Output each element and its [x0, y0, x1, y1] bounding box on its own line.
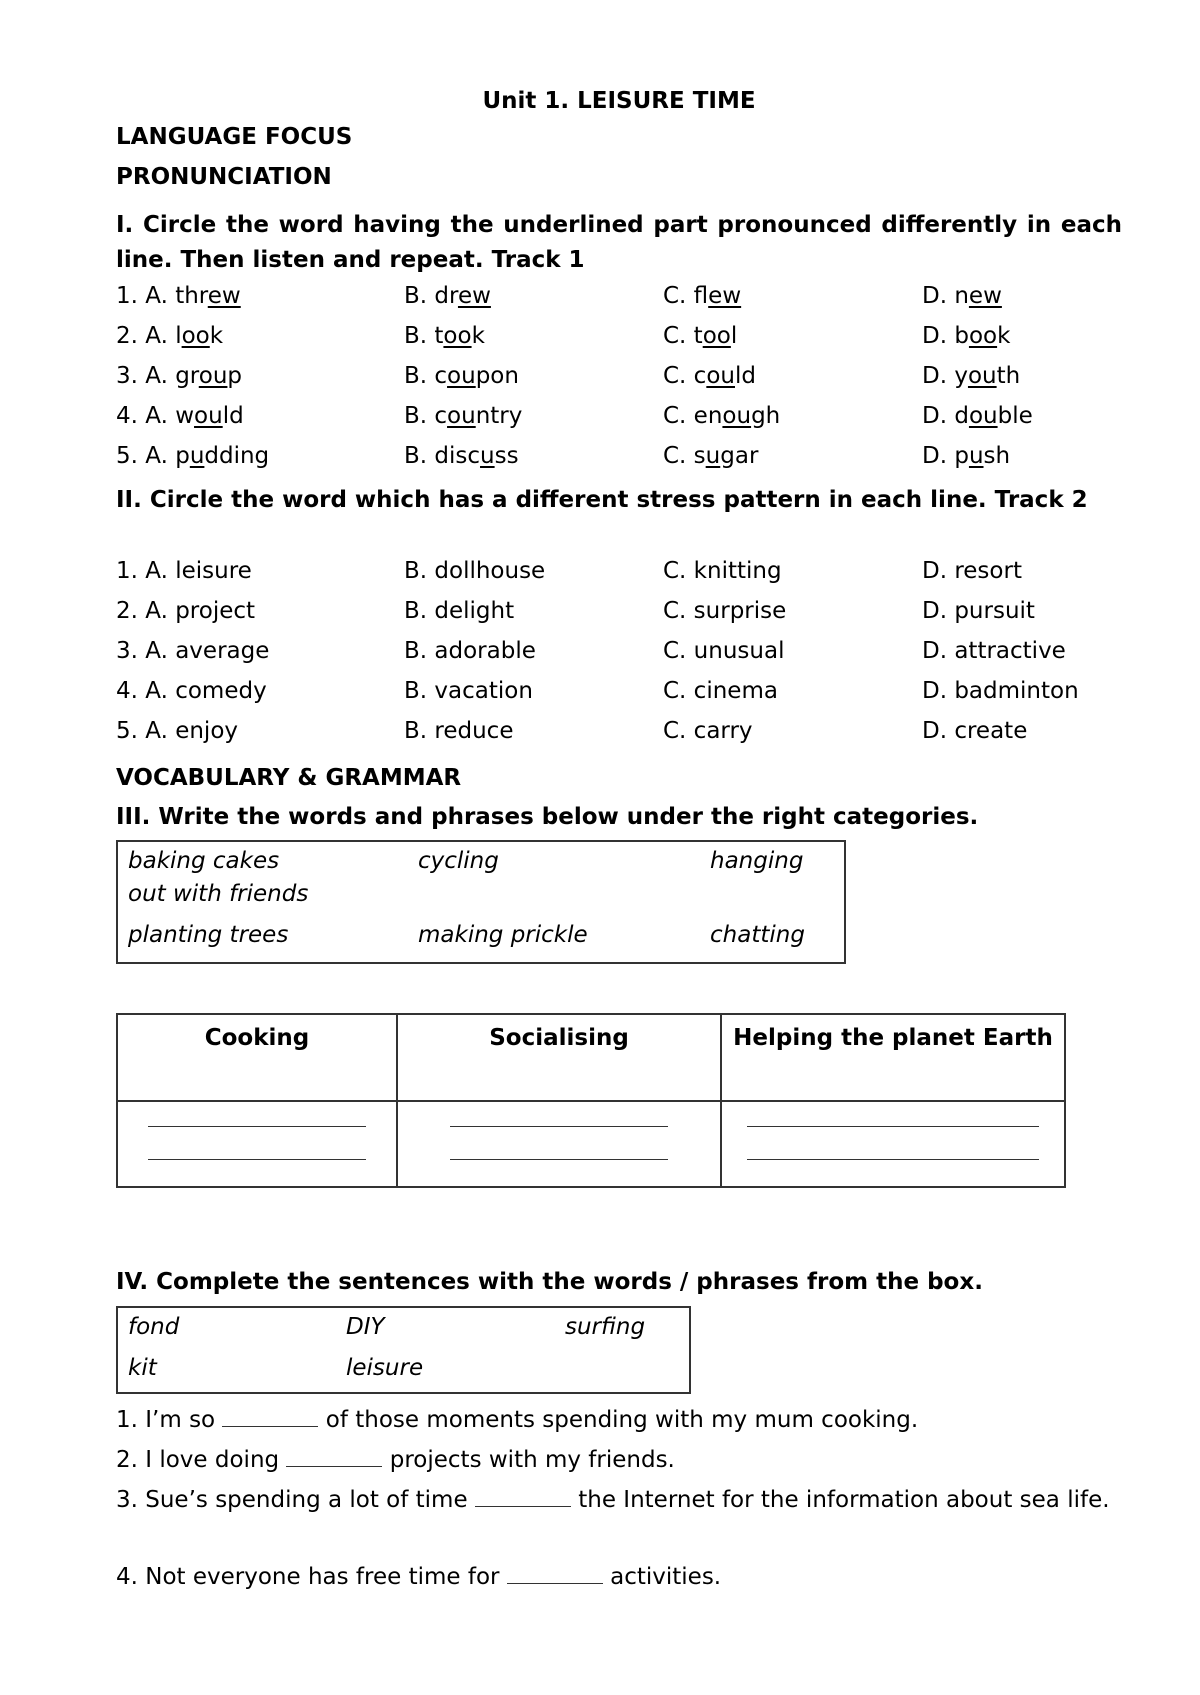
exercise-2-instruction: II. Circle the word which has a different stress pattern in each line. Track 2 — [116, 487, 1088, 513]
answer-option[interactable]: B. drew — [404, 283, 491, 309]
answer-option[interactable]: C. carry — [663, 718, 753, 744]
underlined-part: ew — [207, 283, 241, 309]
exercise-4-instruction: IV. Complete the sentences with the words / phrases from the box. — [116, 1269, 983, 1295]
answer-blank[interactable] — [747, 1126, 1039, 1127]
answer-blank[interactable] — [148, 1126, 366, 1127]
exercise-1-row — [116, 443, 1122, 479]
fill-blank[interactable] — [286, 1446, 382, 1467]
category-header: Cooking — [117, 1014, 397, 1101]
word-box-item: baking cakes — [128, 848, 280, 874]
answer-option[interactable]: D. pursuit — [922, 598, 1035, 624]
underlined-part: u — [480, 443, 495, 469]
answer-blank[interactable] — [148, 1159, 366, 1160]
page-title: Unit 1. LEISURE TIME — [482, 88, 756, 114]
word-box-item: DIY — [346, 1314, 385, 1340]
sentence-text: 3. Sue’s spending a lot of time — [116, 1487, 475, 1513]
sentence-text: 2. I love doing — [116, 1447, 287, 1473]
sentence-text: activities. — [602, 1564, 722, 1590]
answer-option[interactable]: B. vacation — [404, 678, 533, 704]
answer-option[interactable]: B. adorable — [404, 638, 536, 664]
underlined-part: u — [189, 443, 205, 469]
answer-option[interactable]: C. sugar — [663, 443, 759, 469]
exercise-2-row — [116, 598, 1122, 634]
answer-option[interactable]: 4. A. comedy — [116, 678, 267, 704]
fill-blank[interactable] — [222, 1406, 318, 1427]
answer-option[interactable]: 2. A. look — [116, 323, 224, 349]
underlined-part: ou — [447, 363, 476, 389]
underlined-part: ew — [968, 283, 1002, 309]
underlined-part: ou — [706, 363, 735, 389]
answer-option[interactable]: C. cinema — [663, 678, 778, 704]
exercise-1-row — [116, 323, 1122, 359]
category-header: Socialising — [397, 1014, 721, 1101]
sentence — [116, 1484, 1122, 1517]
answer-option[interactable]: 5. A. pudding — [116, 443, 270, 469]
answer-option[interactable]: C. unusual — [663, 638, 785, 664]
word-box-item: leisure — [346, 1355, 424, 1381]
sentence — [116, 1561, 1122, 1594]
word-box-item: fond — [128, 1314, 180, 1340]
section-vocabulary-grammar: VOCABULARY & GRAMMAR — [116, 765, 462, 791]
underlined-part: ew — [708, 283, 742, 309]
underlined-part: ou — [198, 363, 228, 389]
sentence-text: 1. I’m so — [116, 1407, 223, 1433]
category-header: Helping the planet Earth — [721, 1014, 1065, 1101]
answer-option[interactable]: C. enough — [663, 403, 781, 429]
underlined-part: ou — [447, 403, 476, 429]
exercise-3-word-box — [116, 840, 846, 964]
exercise-1-row — [116, 283, 1122, 319]
answer-option[interactable]: B. delight — [404, 598, 515, 624]
exercise-2-row — [116, 638, 1122, 674]
sentence-text: 4. Not everyone has free time for — [116, 1564, 507, 1590]
sentence — [116, 1404, 1122, 1437]
exercise-3-instruction: III. Write the words and phrases below under the right categories. — [116, 804, 979, 830]
sentence-text: the Internet for the information about sea life. — [570, 1487, 1110, 1513]
answer-option[interactable]: 2. A. project — [116, 598, 256, 624]
answer-option[interactable]: B. reduce — [404, 718, 514, 744]
answer-cell[interactable] — [397, 1101, 721, 1187]
answer-option[interactable]: D. push — [922, 443, 1011, 469]
answer-option[interactable]: D. double — [922, 403, 1033, 429]
word-box-item: planting trees — [128, 922, 289, 948]
underlined-part: oo — [702, 323, 731, 349]
underlined-part: ou — [722, 403, 752, 429]
underlined-part: oo — [968, 323, 998, 349]
underlined-part: ou — [194, 403, 223, 429]
exercise-2-row — [116, 558, 1122, 594]
word-box-item: out with friends — [128, 881, 309, 907]
word-box-item: making prickle — [418, 922, 588, 948]
answer-option[interactable]: 4. A. would — [116, 403, 244, 429]
underlined-part: oo — [181, 323, 210, 349]
answer-option[interactable]: C. could — [663, 363, 756, 389]
word-box-item: surfing — [565, 1314, 646, 1340]
exercise-1-row — [116, 403, 1122, 439]
exercise-4-word-box — [116, 1306, 691, 1394]
answer-option[interactable]: D. create — [922, 718, 1028, 744]
underlined-part: u — [705, 443, 721, 469]
section-pronunciation: PRONUNCIATION — [116, 164, 332, 190]
underlined-part: u — [968, 443, 984, 469]
word-box-item: hanging — [710, 848, 804, 874]
answer-option[interactable]: B. took — [404, 323, 485, 349]
word-box-item: kit — [128, 1355, 157, 1381]
answer-option[interactable]: D. attractive — [922, 638, 1066, 664]
answer-option[interactable]: B. discuss — [404, 443, 519, 469]
answer-option[interactable]: 5. A. enjoy — [116, 718, 239, 744]
sentence-text: projects with my friends. — [382, 1447, 675, 1473]
answer-option[interactable]: C. tool — [663, 323, 738, 349]
answer-option[interactable]: D. badminton — [922, 678, 1079, 704]
word-box-item: cycling — [418, 848, 499, 874]
answer-option[interactable]: B. coupon — [404, 363, 519, 389]
answer-option[interactable]: 1. A. threw — [116, 283, 241, 309]
fill-blank[interactable] — [475, 1486, 571, 1507]
sentence — [116, 1444, 1122, 1477]
answer-option[interactable]: B. country — [404, 403, 523, 429]
answer-cell[interactable] — [117, 1101, 397, 1187]
underlined-part: ew — [457, 283, 491, 309]
categories-table — [116, 1013, 1066, 1188]
exercise-2-row — [116, 678, 1122, 714]
word-box-item: chatting — [710, 922, 805, 948]
underlined-part: ou — [967, 363, 997, 389]
answer-blank[interactable] — [450, 1126, 668, 1127]
answer-option[interactable]: C. flew — [663, 283, 742, 309]
answer-option[interactable]: 3. A. group — [116, 363, 243, 389]
sentence-text: of those moments spending with my mum cooking. — [318, 1407, 919, 1433]
section-language-focus: LANGUAGE FOCUS — [116, 124, 353, 150]
answer-option[interactable]: B. dollhouse — [404, 558, 546, 584]
underlined-part: ou — [968, 403, 998, 429]
answer-cell[interactable] — [721, 1101, 1065, 1187]
answer-option[interactable]: 3. A. average — [116, 638, 270, 664]
answer-option[interactable]: C. surprise — [663, 598, 787, 624]
exercise-1-instruction: I. Circle the word having the underlined part pronounced differently in each line. Then listen and repeat. Track 1 — [116, 212, 1122, 273]
underlined-part: oo — [443, 323, 472, 349]
answer-option[interactable]: D. book — [922, 323, 1011, 349]
answer-option[interactable]: D. new — [922, 283, 1002, 309]
answer-option[interactable]: D. youth — [922, 363, 1021, 389]
answer-option[interactable]: C. knitting — [663, 558, 782, 584]
exercise-2-row — [116, 718, 1122, 754]
answer-blank[interactable] — [450, 1159, 668, 1160]
fill-blank[interactable] — [507, 1563, 603, 1584]
answer-option[interactable]: 1. A. leisure — [116, 558, 252, 584]
exercise-1-row — [116, 363, 1122, 399]
answer-option[interactable]: D. resort — [922, 558, 1022, 584]
answer-blank[interactable] — [747, 1159, 1039, 1160]
